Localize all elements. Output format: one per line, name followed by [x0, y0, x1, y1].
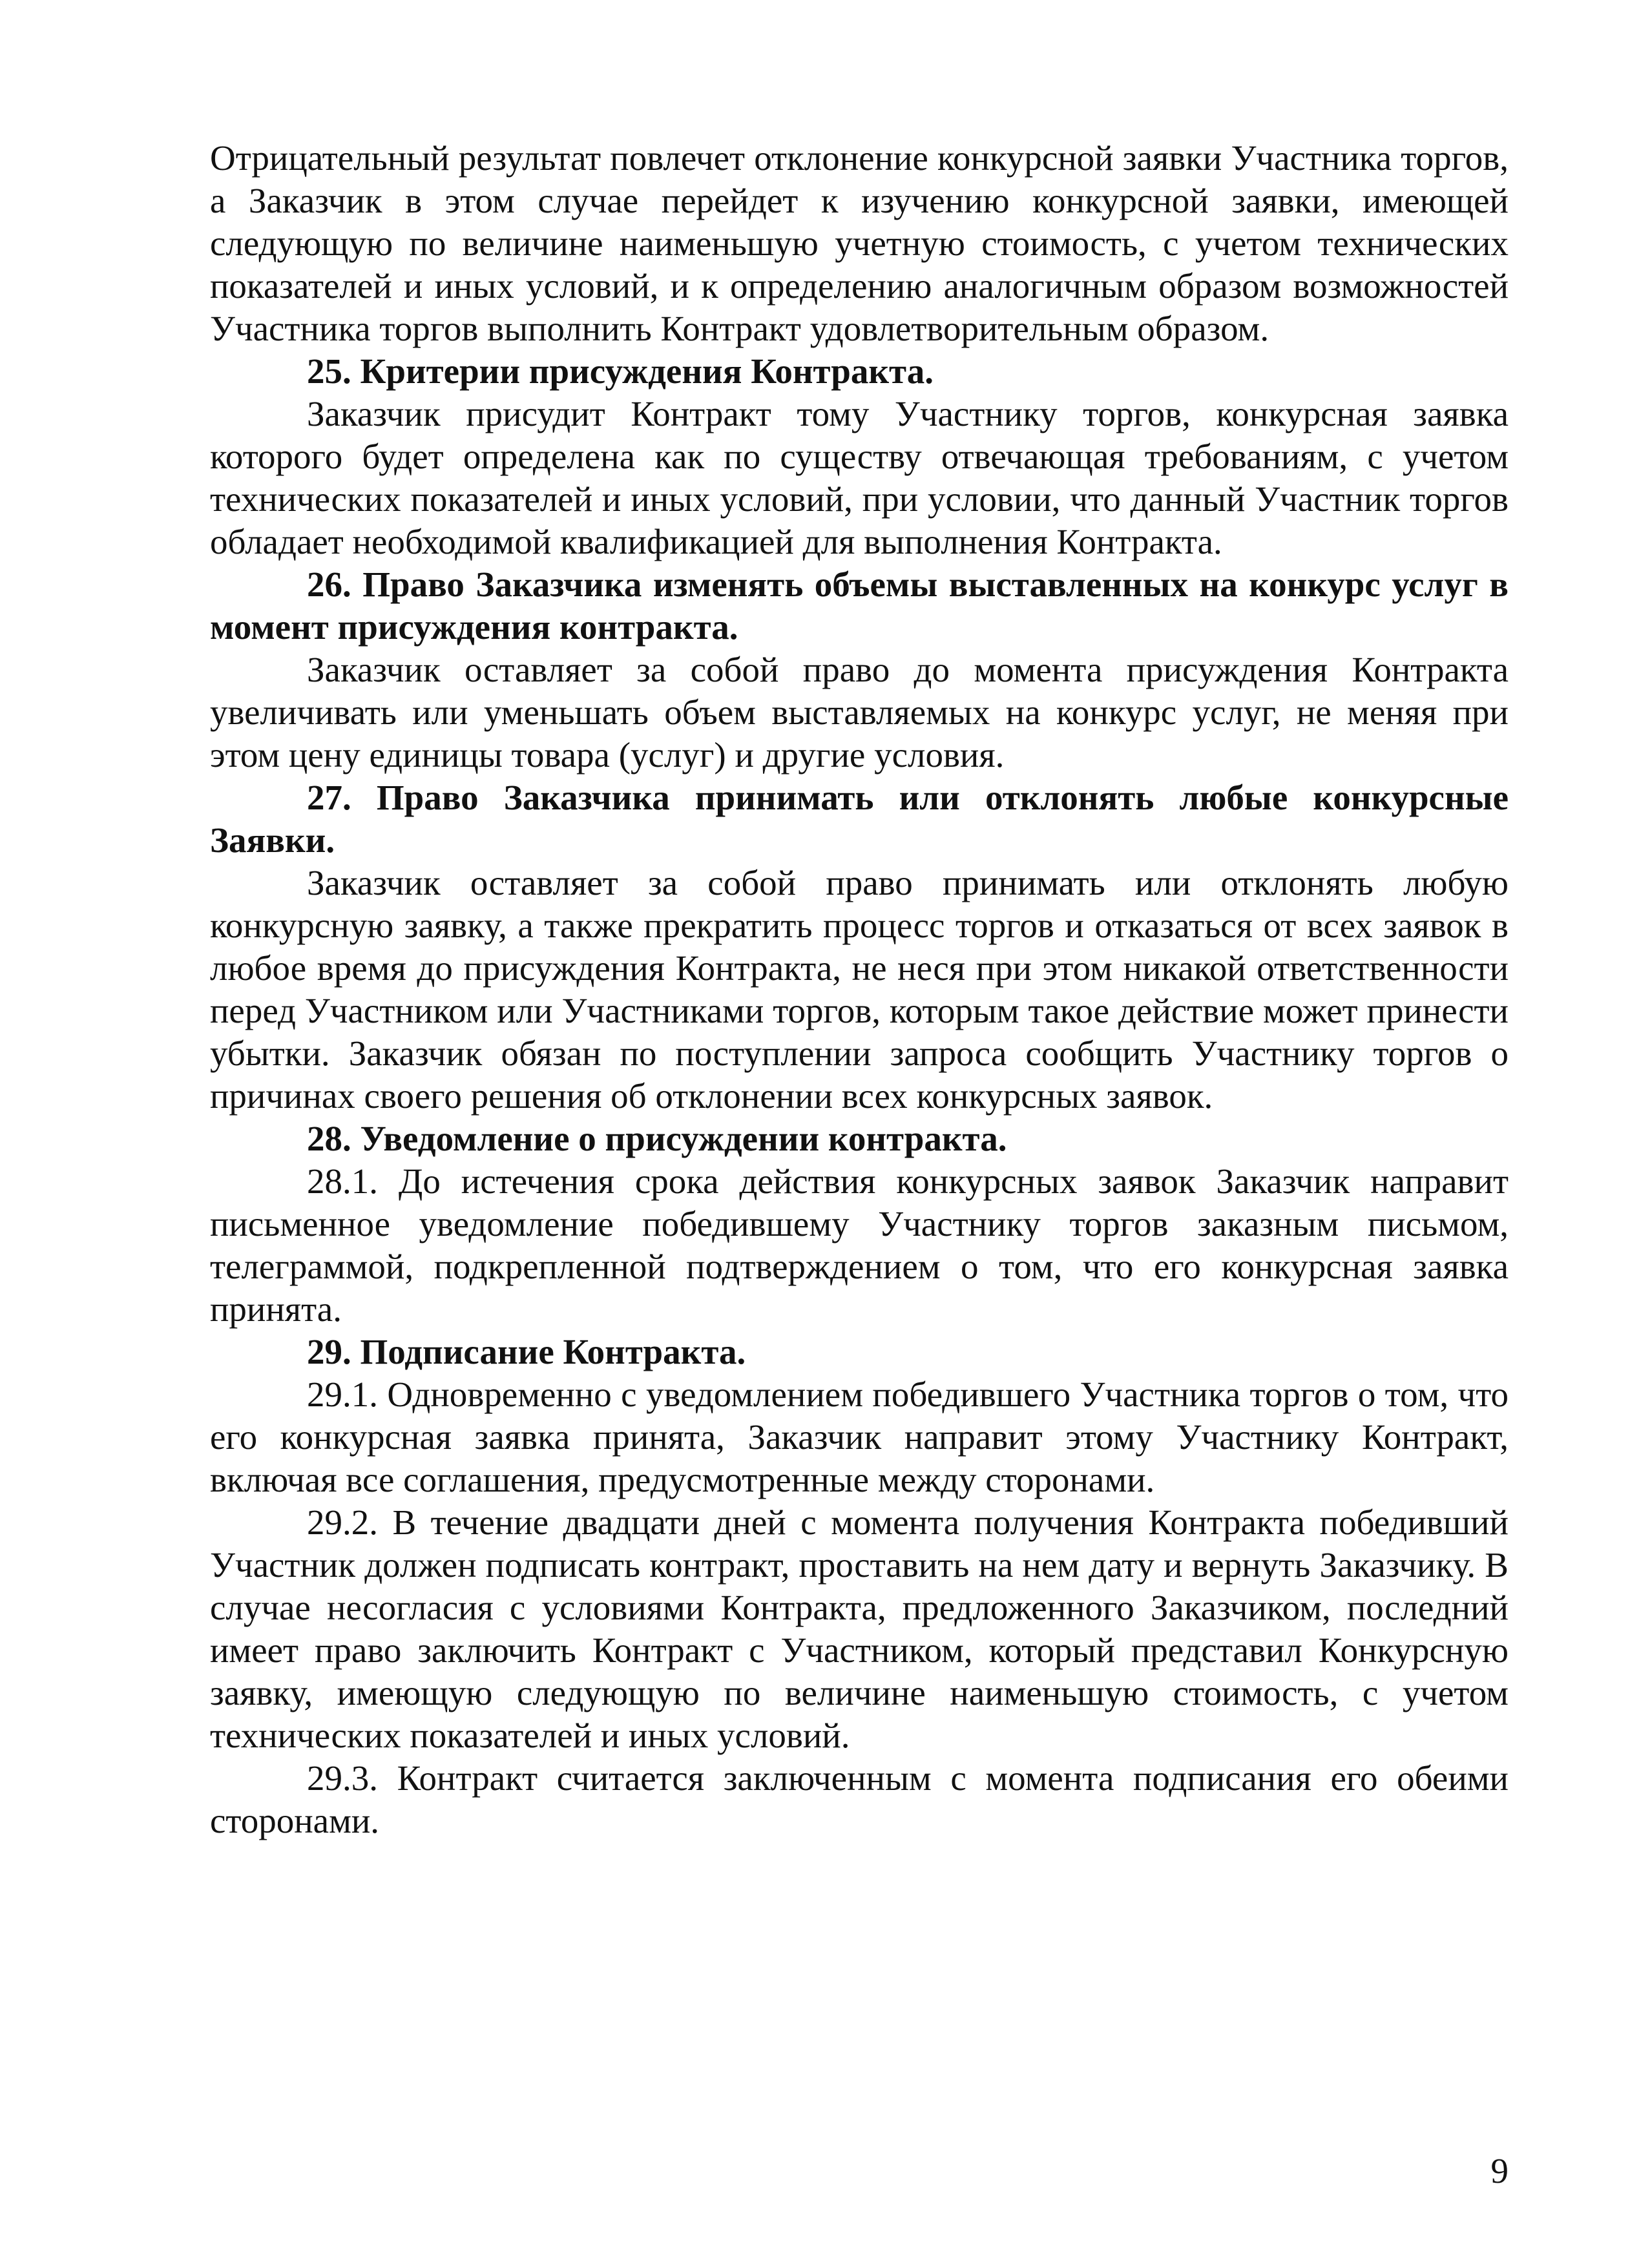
paragraph-section-25: Заказчик присудит Контракт тому Участнику торгов, конкурсная заявка которого будет определена как по существу отвечающая требованиям, с учетом технических показателей и иных условий, при условии, что данный Участник торгов обладает необходимой квалификацией для выполнения Контракта.	[210, 394, 1509, 561]
heading-section-28: 28. Уведомление о присуждении контракта.	[307, 1119, 1007, 1158]
heading-section-25: 25. Критерии присуждения Контракта.	[307, 351, 934, 391]
paragraph-section-26: Заказчик оставляет за собой право до момента присуждения Контракта увеличивать или уменьшать объем выставляемых на конкурс услуг, не меняя при этом цену единицы товара (услуг) и другие условия.	[210, 650, 1509, 775]
heading-section-29: 29. Подписание Контракта.	[307, 1332, 746, 1371]
paragraph-section-29-3: 29.3. Контракт считается заключенным с момента подписания его обеими сторонами.	[210, 1758, 1509, 1840]
paragraph-section-29-1: 29.1. Одновременно с уведомлением победившего Участника торгов о том, что его конкурсная заявка принята, Заказчик направит этому Участнику Контракт, включая все соглашения, предусмотренные между сторонами.	[210, 1375, 1509, 1499]
page-number: 9	[1490, 2151, 1509, 2190]
paragraph-section-28-1: 28.1. До истечения срока действия конкурсных заявок Заказчик направит письменное уведомление победившему Участнику торгов заказным письмом, телеграммой, подкрепленной подтверждением о том, что его конкурсная заявка принята.	[210, 1161, 1509, 1329]
heading-section-26: 26. Право Заказчика изменять объемы выставленных на конкурс услуг в момент присуждения контракта.	[210, 565, 1509, 647]
page-body	[210, 137, 1509, 1842]
paragraph-intro: Отрицательный результат повлечет отклонение конкурсной заявки Участника торгов, а Заказчик в этом случае перейдет к изучению конкурсной заявки, имеющей следующую по величине наименьшую учетную стоимость, с учетом технических показателей и иных условий, и к определению аналогичным образом возможностей Участника торгов выполнить Контракт удовлетворительным образом.	[210, 138, 1509, 348]
heading-section-27: 27. Право Заказчика принимать или отклонять любые конкурсные Заявки.	[210, 778, 1509, 860]
paragraph-section-29-2: 29.2. В течение двадцати дней с момента получения Контракта победивший Участник должен подписать контракт, проставить на нем дату и вернуть Заказчику. В случае несогласия с условиями Контракта, предложенного Заказчиком, последний имеет право заключить Контракт с Участником, который представил Конкурсную заявку, имеющую следующую по величине наименьшую стоимость, с учетом технических показателей и иных условий.	[210, 1503, 1509, 1755]
paragraph-section-27: Заказчик оставляет за собой право принимать или отклонять любую конкурсную заявку, а также прекратить процесс торгов и отказаться от всех заявок в любое время до присуждения Контракта, не неся при этом никакой ответственности перед Участником или Участниками торгов, которым такое действие может принести убытки. Заказчик обязан по поступлении запроса сообщить Участнику торгов о причинах своего решения об отклонении всех конкурсных заявок.	[210, 863, 1509, 1116]
